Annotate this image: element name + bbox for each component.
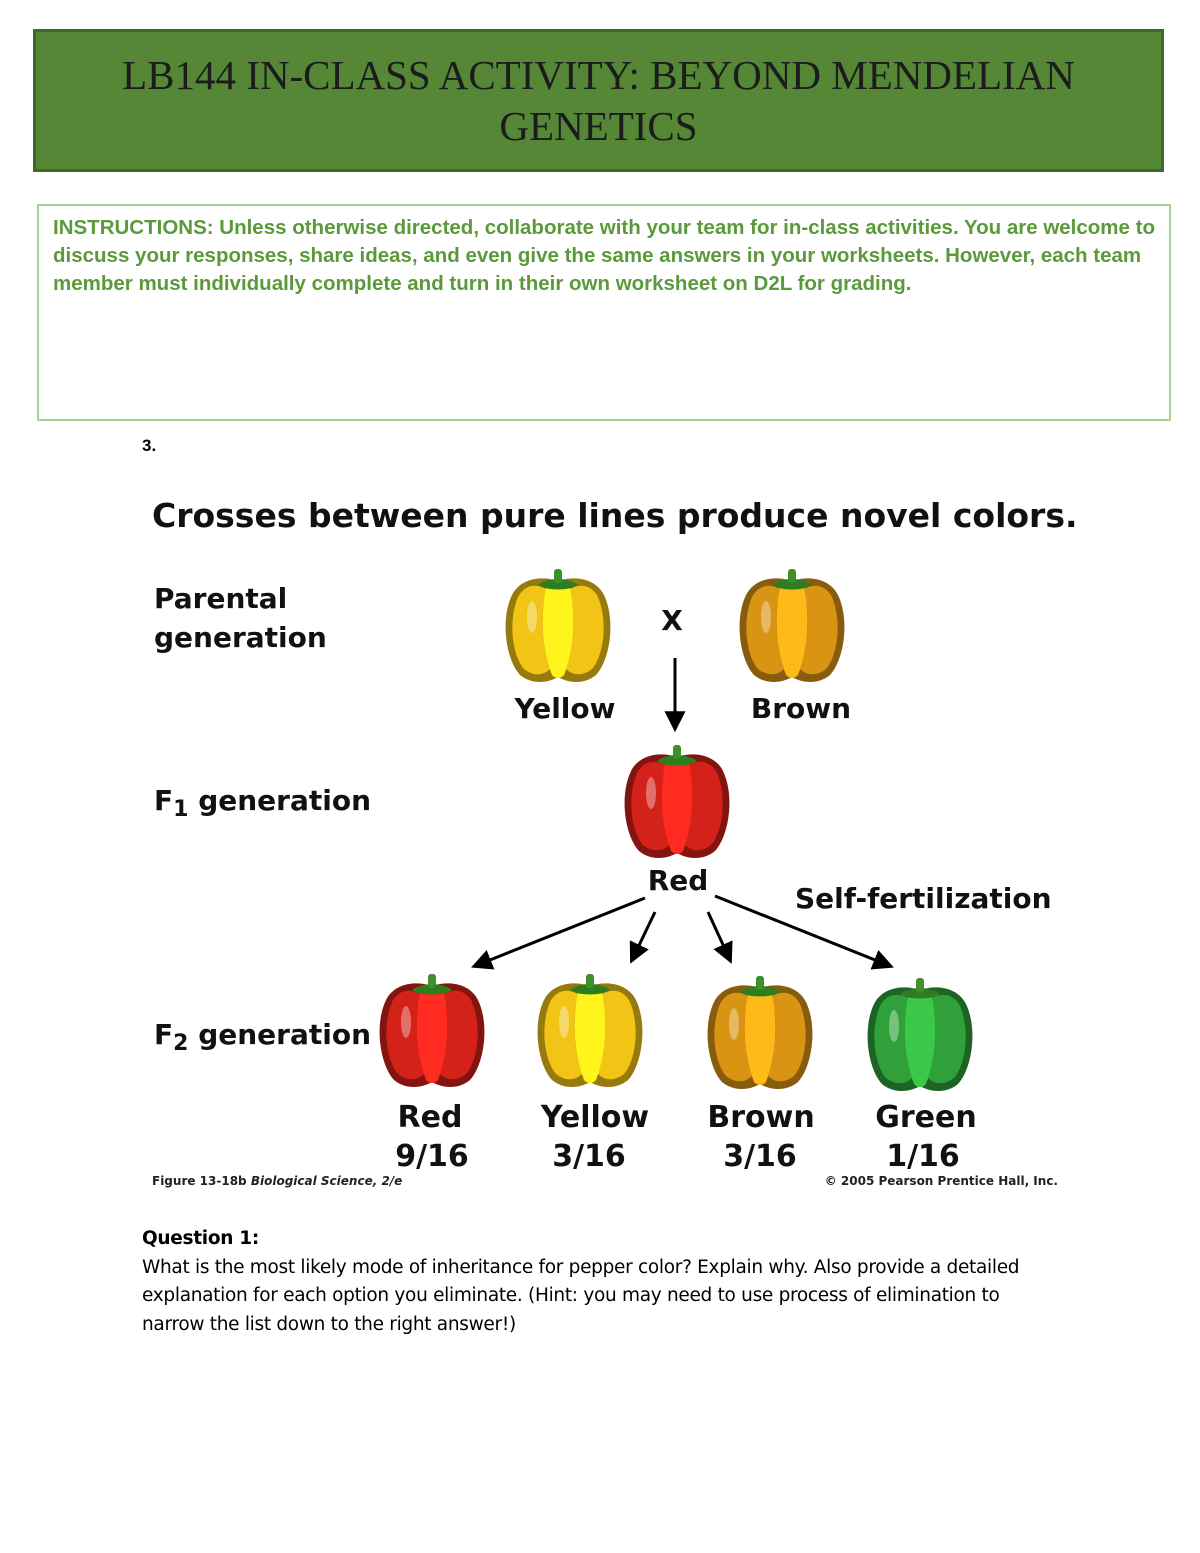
parent-brown-pepper [740,569,845,682]
f2-yellow-ratio: 3/16 [552,1139,626,1174]
f2-red-pepper [380,974,485,1087]
parent-yellow-pepper [506,569,611,682]
arrow-to-f2-yellow [632,912,655,960]
question-number: 3. [142,436,157,455]
figure-caption-right: © 2005 Pearson Prentice Hall, Inc. [824,1174,1058,1188]
question-1 [142,1225,1042,1339]
f2-label: $F_2$ generation [154,1018,372,1056]
f1-red-label: Red [647,864,709,897]
title-line-1: LB144 IN-CLASS ACTIVITY: BEYOND MENDELIAN [122,51,1075,98]
parent-brown-label: Brown [750,692,852,725]
peppers-group [380,569,973,1091]
figure-caption-left: Figure 13-18b Biological Science, 2/e [152,1174,403,1188]
f2-green-name: Green [875,1100,977,1135]
parental-label-1: Parental [154,582,288,615]
arrow-to-f2-brown [708,912,730,960]
instructions-text: INSTRUCTIONS: Unless otherwise directed, collaborate with your team for in-class activities. You are welcome to discuss your responses, share ideas, and even give the same answers in your worksheets. However, each team member must individually complete and turn in their own worksheet on D2L for grading. [53,216,1155,295]
f1-red-pepper [625,745,730,858]
f2-yellow-pepper [538,974,643,1087]
page-title [79,50,1119,152]
arrow-to-f2-red [475,898,645,966]
f2-yellow-name: Yellow [540,1100,650,1135]
f2-red-name: Red [397,1100,463,1135]
parental-label-2: generation [154,621,327,654]
f2-green-pepper [868,978,973,1091]
f2-brown-name: Brown [707,1100,815,1135]
pepper-cross-figure [140,490,1080,1200]
title-line-2: GENETICS [499,102,698,149]
parent-yellow-label: Yellow [514,692,616,725]
instructions-box [37,204,1171,421]
f2-brown-ratio: 3/16 [723,1139,797,1174]
question-1-body: What is the most likely mode of inheritance for pepper color? Explain why. Also provide a detailed explanation for each option you eliminate. (Hint: you may need to use process of elimination to narrow the list down to the right answer!) [142,1256,1020,1335]
f2-green-ratio: 1/16 [886,1139,960,1174]
title-banner [33,29,1164,172]
self-fertilization-label: Self-fertilization [795,882,1052,915]
f2-brown-pepper [708,976,813,1089]
cross-symbol: X [661,604,683,637]
f2-red-ratio: 9/16 [395,1139,469,1174]
f1-label: $F_1$ generation [154,784,372,822]
figure-title: Crosses between pure lines produce novel colors. [152,496,1078,535]
question-1-heading: Question 1: [142,1228,259,1249]
